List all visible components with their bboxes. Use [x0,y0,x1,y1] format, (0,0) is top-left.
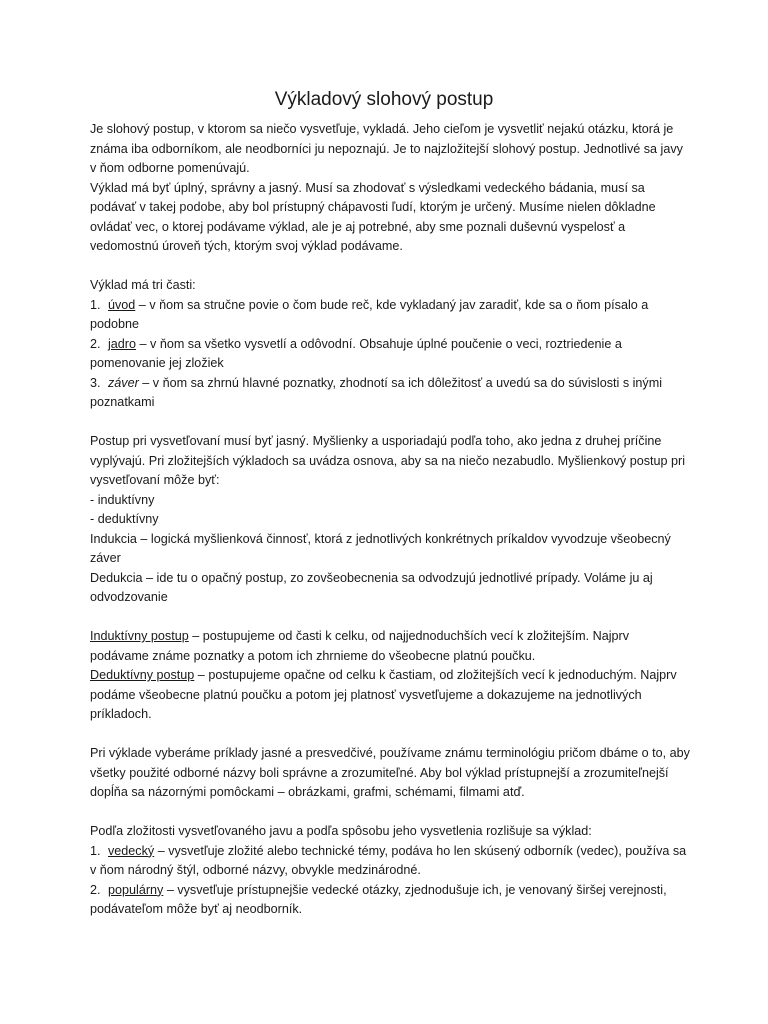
intro-text-continued: . Jeho cieľom je vysvetliť nejakú otázku, ktorá je známa iba odborníkom, ale neodborníci ju nepoznajú. Je to najzložitejší slohový postup. Jednotlivé sa javy v ňom odborne pomenúvajú. [90,122,683,175]
item-text: – v ňom sa stručne povie o čom bude reč, kde vykladaný jav zaradiť, kde sa o ňom písalo a podobne [90,297,649,331]
item-number: 3. [90,375,101,390]
page-title: Výkladový slohový postup [274,89,494,110]
item-term: jadro [108,336,137,351]
kinds-intro: Podľa zložitosti vysvetľovaného javu a podľa spôsobu jeho vysvetlenia rozlišuje sa výklad: [90,824,592,838]
parts-item-conclusion [90,374,690,413]
definition-text: – logická myšlienková činnosť, ktorá z jednotlivých konkrétnych príkaldov vyvodzuje všeobecný záver [90,531,671,565]
term: Deduktívny postup [90,668,195,682]
item-term: populárny [108,882,164,897]
item-text: – vysvetľuje zložité alebo technické témy, podáva ho len skúsený odborník (vedec), používa sa v ňom národný štýl, odborné názvy, obvykle medzinárodné. [90,843,687,877]
item-term: vedecký [108,843,155,858]
parts-heading: Výklad má tri časti: [90,278,196,292]
deductive-method [90,666,690,725]
term: Indukcia [90,531,137,546]
parts-item-intro [90,296,690,335]
term: Induktívny postup [90,629,189,643]
examples-paragraph: Pri výklade vyberáme príklady jasné a presvedčivé, používame známu terminológiu pričom dbáme o to, aby všetky použité odborné názvy boli správne a zrozumiteľné. Aby bol výklad prístupnejší a zrozumiteľnejší dopĺňa sa názornými pomôckami – obrázkami, grafmi, schémami, filmami atď. [90,746,690,799]
item-term: úvod [108,297,136,312]
item-number: 1. [90,297,101,312]
definition-text: – postupujeme opačne od celku k častiam, od zložitejších vecí k jednoduchým. Najprv podáme všeobecne platnú poučku a potom jej platnosť vysvetľujeme a dokazujeme na jednotlivých príkladoch. [90,668,677,721]
item-text: – v ňom sa všetko vysvetlí a odôvodní. Obsahuje úplné poučenie o veci, roztriedenie a pomenovanie jej zložiek [90,336,622,370]
item-text: – vysvetľuje prístupnejšie vedecké otázky, zjednodušuje ich, je venovaný širšej verejnosti, podávateľom môže byť aj neodborník. [90,882,667,916]
intro-paragraph-2: Výklad má byť úplný, správny a jasný. Musí sa zhodovať s výsledkami vedeckého bádania, musí sa podávať v takej podobe, aby bol prístupný chápavosti ľudí, ktorým je určený. Musíme nielen dôkladne ovládať vec, o ktorej podávame výklad, ale je aj potrebné, aby sme poznali duševnú vyspelosť a vedomostnú úroveň tých, ktorým svoj výklad podávame. [90,180,656,253]
definition-text: – ide tu o opačný postup, zo zovšeobecnenia sa odvodzujú jednotlivé prípady. Voláme ju aj odvodzovanie [90,570,653,604]
intro-paragraph-1 [90,120,690,179]
deduction-definition [90,569,690,608]
kinds-item-popular [90,881,690,920]
definition-text: – postupujeme od časti k celku, od najjednoduchších vecí k zložitejším. Najprv podávame známe poznatky a potom ich zhrnieme do všeobecne platnú poučku. [90,629,630,663]
item-number: 2. [90,882,101,897]
induction-definition [90,530,690,569]
intro-text: Je slohový postup, v ktorom sa niečo [90,122,300,136]
item-text: – v ňom sa zhrnú hlavné poznatky, zhodnotí sa ich dôležitosť a uvedú sa do súvislosti s inými poznatkami [90,375,663,409]
procedure-paragraph: Postup pri vysvetľovaní musí byť jasný. Myšlienky a usporiadajú podľa toho, ako jedna z druhej príčine vyplývajú. Pri zložitejších výkladoch sa uvádza osnova, aby sa na niečo nezabudlo. Myšlienkový postup pri vysvetľovaní môže byť: [90,434,686,487]
document-body [90,120,690,920]
inductive-method [90,627,690,666]
item-number: 1. [90,843,101,858]
intro-emphasis: vysvetľuje, vykladá [300,122,406,136]
procedure-list-item: - induktívny [90,492,155,507]
item-term: záver [108,375,139,390]
parts-item-core [90,335,690,374]
item-number: 2. [90,336,101,351]
kinds-item-scientific [90,842,690,881]
procedure-list-item: - deduktívny [90,512,159,526]
term: Dedukcia [90,570,143,585]
